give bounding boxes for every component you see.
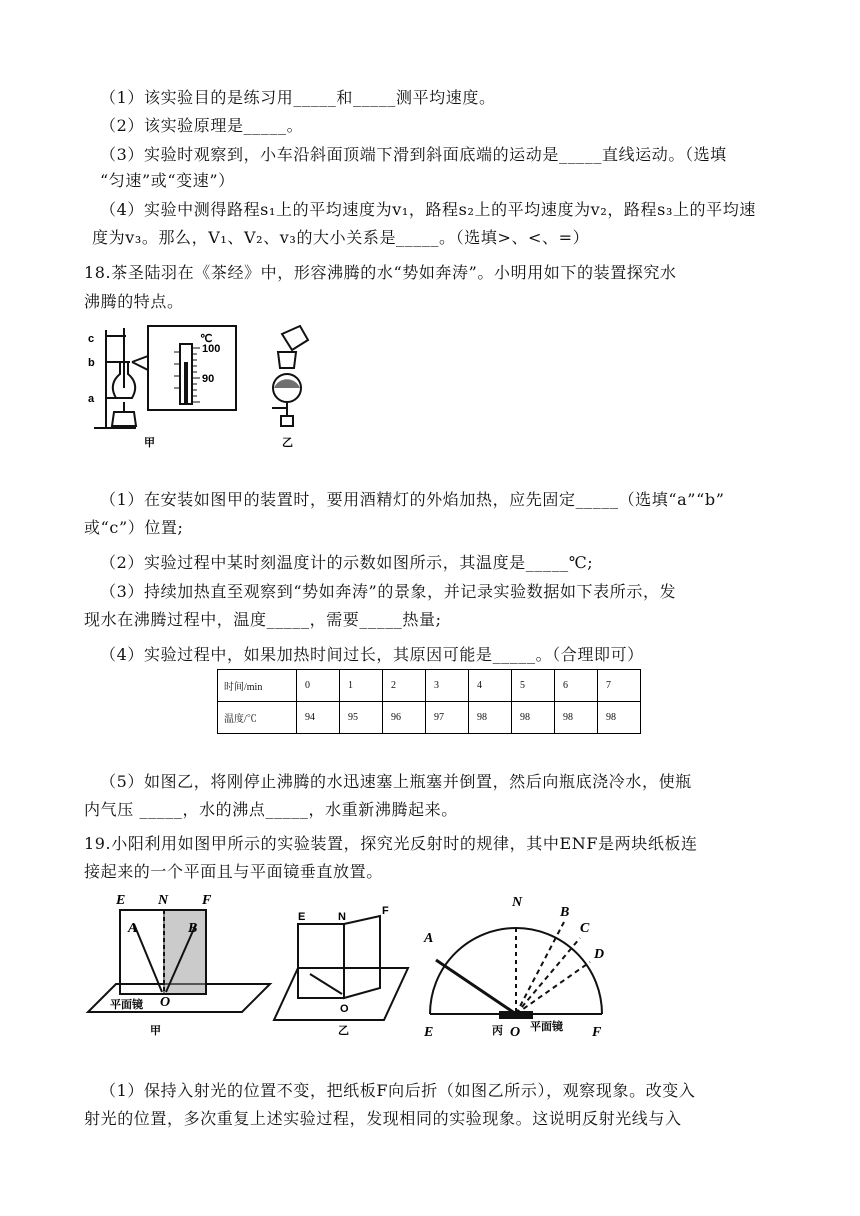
label-N2: N (338, 911, 346, 923)
q18-part3-line1: （3）持续加热直至观察到“势如奔涛”的景象，并记录实验数据如下表所示，发 (100, 582, 677, 601)
q18-stem-line2: 沸腾的特点。 (84, 292, 184, 311)
data-table (217, 669, 641, 734)
table-cell: 94 (297, 702, 340, 734)
label-B: B (188, 921, 198, 936)
table-cell: 98 (469, 702, 512, 734)
label-jia: 甲 (150, 1025, 161, 1037)
label-F: F (202, 893, 212, 908)
table-cell: 3 (426, 670, 469, 702)
q18-part4: （4）实验过程中，如果加热时间过长，其原因可能是_____。（合理即可） (100, 645, 644, 664)
q19-part1-line2: 射光的位置，多次重复上述实验过程，发现相同的实验现象。这说明反射光线与入 (84, 1109, 682, 1128)
label-bing: 丙 (492, 1025, 503, 1037)
table-cell: 96 (383, 702, 426, 734)
table-cell: 6 (555, 670, 598, 702)
table-cell: 7 (598, 670, 641, 702)
q17-part2: （2）该实验原理是_____。 (100, 116, 304, 135)
table-row (218, 702, 641, 734)
q17-part4-line1: （4）实验中测得路程s₁上的平均速度为v₁，路程s₂上的平均速度为v₂，路程s₃上的平均速 (100, 200, 756, 219)
q18-part1-line2: 或“c”）位置; (84, 518, 184, 537)
q19-figure (84, 888, 624, 1038)
table-cell: 4 (469, 670, 512, 702)
table-cell: 5 (512, 670, 555, 702)
label-N: N (158, 893, 169, 908)
q18-part5-line1: （5）如图乙，将刚停止沸腾的水迅速塞上瓶塞并倒置，然后向瓶底浇冷水，使瓶 (100, 772, 692, 791)
label-E: E (116, 893, 126, 908)
label-N3: N (512, 895, 523, 910)
q17-part1: （1）该实验目的是练习用_____和_____测平均速度。 (100, 88, 496, 107)
table-cell: 98 (555, 702, 598, 734)
q17-part3-line2: “匀速”或“变速”） (100, 171, 235, 190)
label-C3: C (580, 921, 590, 936)
table-row (218, 670, 641, 702)
q19-part1-line1: （1）保持入射光的位置不变，把纸板F向后折（如图乙所示），观察现象。改变入 (100, 1081, 696, 1100)
label-unit: ℃ (200, 333, 213, 345)
label-b: b (88, 357, 95, 369)
q18-part1-line1: （1）在安装如图甲的装置时，要用酒精灯的外焰加热，应先固定_____（选填“a”“b” (100, 490, 725, 509)
q19-stem-line1: 19.小阳利用如图甲所示的实验装置，探究光反射时的规律，其中ENF是两块纸板连 (84, 834, 698, 853)
label-E2: E (298, 911, 306, 923)
label-mirror2: 平面镜 (530, 1021, 563, 1033)
label-mirror: 平面镜 (110, 999, 143, 1011)
label-A: A (128, 921, 138, 936)
table-cell: 98 (598, 702, 641, 734)
label-F3: F (592, 1025, 602, 1038)
label-a: a (88, 393, 95, 405)
label-90: 90 (202, 373, 215, 385)
label-jia: 甲 (144, 437, 155, 449)
table-cell: 98 (512, 702, 555, 734)
label-yi: 乙 (338, 1025, 349, 1037)
table-cell: 97 (426, 702, 469, 734)
q18-figure (86, 322, 336, 450)
table-cell: 2 (383, 670, 426, 702)
label-c: c (88, 333, 95, 345)
table-cell: 0 (297, 670, 340, 702)
q18-part2: （2）实验过程中某时刻温度计的示数如图所示，其温度是_____℃; (100, 553, 594, 572)
q18-part3-line2: 现水在沸腾过程中，温度_____，需要_____热量; (84, 610, 442, 629)
label-D3: D (594, 947, 605, 962)
label-F2: F (382, 905, 389, 917)
label-O: O (160, 995, 171, 1010)
label-B3: B (560, 905, 570, 920)
table-header-temp: 温度/℃ (218, 702, 297, 734)
q17-part4-line2: 度为v₃。那么，V₁、V₂、v₃的大小关系是_____。（选填>、<、=） (92, 228, 590, 247)
q19-stem-line2: 接起来的一个平面且与平面镜垂直放置。 (84, 862, 383, 881)
table-header-time: 时间/min (218, 670, 297, 702)
label-A3: A (424, 931, 434, 946)
table-cell: 1 (340, 670, 383, 702)
label-100: 100 (202, 343, 221, 355)
q17-part3-line1: （3）实验时观察到，小车沿斜面顶端下滑到斜面底端的运动是_____直线运动。（选填 (100, 145, 727, 164)
label-E3: E (424, 1025, 434, 1038)
label-yi: 乙 (282, 437, 293, 449)
label-O2: O (340, 1003, 349, 1015)
table-cell: 95 (340, 702, 383, 734)
q18-stem-line1: 18.茶圣陆羽在《茶经》中，形容沸腾的水“势如奔涛”。小明用如下的装置探究水 (84, 263, 677, 282)
label-O3: O (510, 1025, 521, 1038)
q18-part5-line2: 内气压 _____，水的沸点_____，水重新沸腾起来。 (84, 800, 458, 819)
